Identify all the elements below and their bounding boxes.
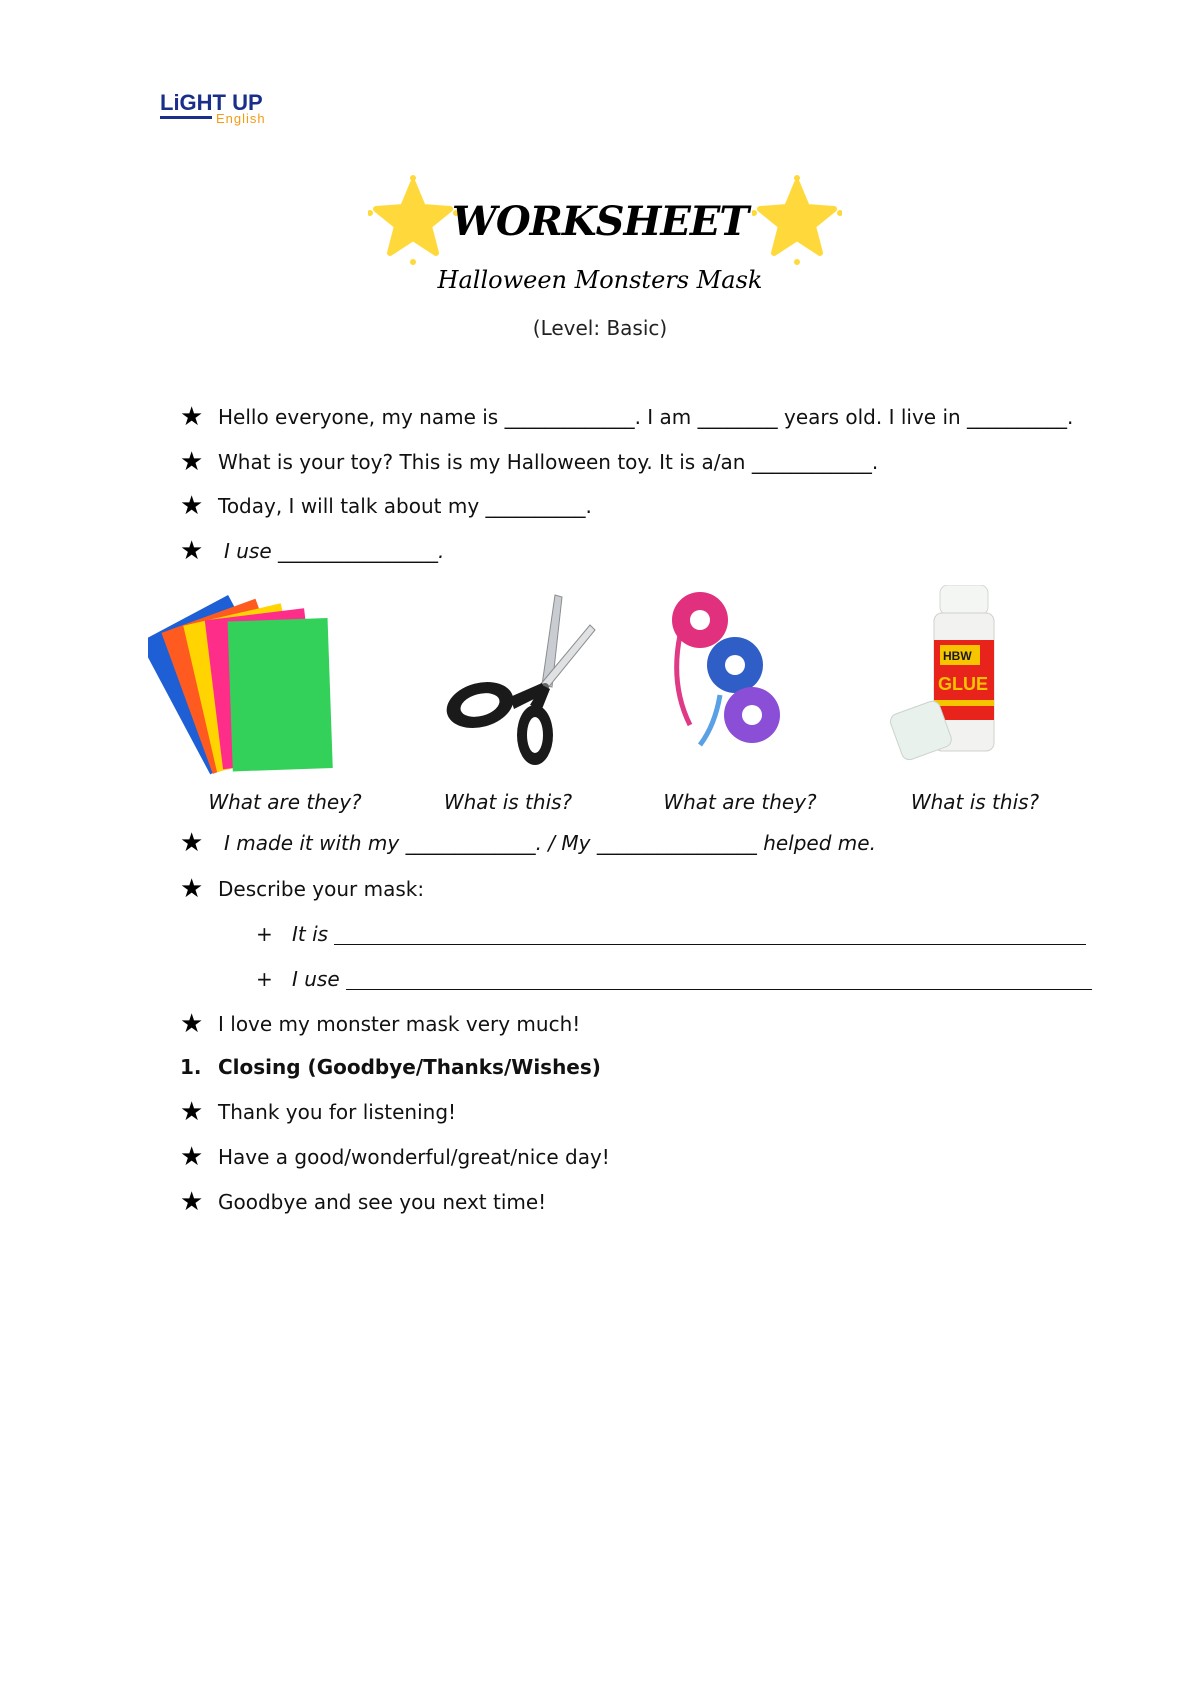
line-text: Thank you for listening! [218, 1100, 457, 1124]
blank-line[interactable] [334, 924, 1086, 945]
caption-scissors: What is this? [443, 790, 573, 814]
caption-ribbon: What are they? [663, 790, 817, 814]
svg-text:English: English [216, 111, 266, 126]
line-text: What is your toy? This is my Halloween toy. It is a/an ____________. [218, 450, 879, 474]
section-title: Closing (Goodbye/Thanks/Wishes) [218, 1055, 601, 1079]
worksheet-subtitle: Halloween Monsters Mask [437, 266, 763, 294]
closing-heading [180, 1052, 601, 1082]
made-with-line [180, 828, 876, 858]
section-number: 1. [180, 1055, 202, 1079]
brand-logo [160, 88, 290, 130]
worksheet-title: WORKSHEET [451, 198, 749, 245]
star-bullet-icon: ★ [180, 828, 204, 858]
blank-line[interactable] [346, 969, 1092, 990]
glue-stick-icon [880, 585, 1080, 775]
love-line [180, 1009, 580, 1039]
colored-paper-icon [148, 585, 348, 775]
line-text: I use ________________. [224, 539, 445, 563]
svg-text:LiGHT UP: LiGHT UP [160, 90, 263, 115]
line-text: Have a good/wonderful/great/nice day! [218, 1145, 610, 1169]
line-text: I made it with my _____________. / My ________________ helped me. [224, 831, 876, 855]
star-bullet-icon: ★ [180, 491, 204, 521]
intro-line-toy [180, 447, 878, 477]
describe-item-label: I use [292, 967, 340, 991]
describe-item-i-use [256, 964, 1092, 994]
intro-line-name [180, 402, 1073, 432]
glue-brand: HBW [943, 649, 972, 663]
line-text: Hello everyone, my name is _____________. I am ________ years old. I live in __________. [218, 405, 1074, 429]
line-text: Today, I will talk about my __________. [218, 494, 592, 518]
glue-label: GLUE [938, 674, 989, 694]
line-text: Goodbye and see you next time! [218, 1190, 547, 1214]
star-bullet-icon: ★ [180, 1097, 204, 1127]
plus-bullet: + [256, 967, 273, 991]
closing-line-wishes [180, 1142, 610, 1172]
line-text: Describe your mask: [218, 877, 425, 901]
star-bullet-icon: ★ [180, 874, 204, 904]
line-text: I love my monster mask very much! [218, 1012, 581, 1036]
plus-bullet: + [256, 922, 273, 946]
intro-line-topic [180, 491, 592, 521]
intro-line-use [180, 536, 444, 566]
star-bullet-icon: ★ [180, 1187, 204, 1217]
describe-line [180, 874, 424, 904]
worksheet-level: (Level: Basic) [532, 316, 668, 340]
caption-colored-paper: What are they? [208, 790, 362, 814]
ribbon-rolls-icon [660, 585, 860, 775]
caption-glue: What is this? [910, 790, 1040, 814]
star-bullet-icon: ★ [180, 536, 204, 566]
star-bullet-icon: ★ [180, 447, 204, 477]
star-bullet-icon: ★ [180, 1142, 204, 1172]
star-bullet-icon: ★ [180, 402, 204, 432]
closing-line-thanks [180, 1097, 456, 1127]
star-bullet-icon: ★ [180, 1009, 204, 1039]
closing-line-goodbye [180, 1187, 546, 1217]
scissors-icon [430, 585, 630, 775]
describe-item-it-is [256, 919, 1086, 949]
describe-item-label: It is [292, 922, 329, 946]
